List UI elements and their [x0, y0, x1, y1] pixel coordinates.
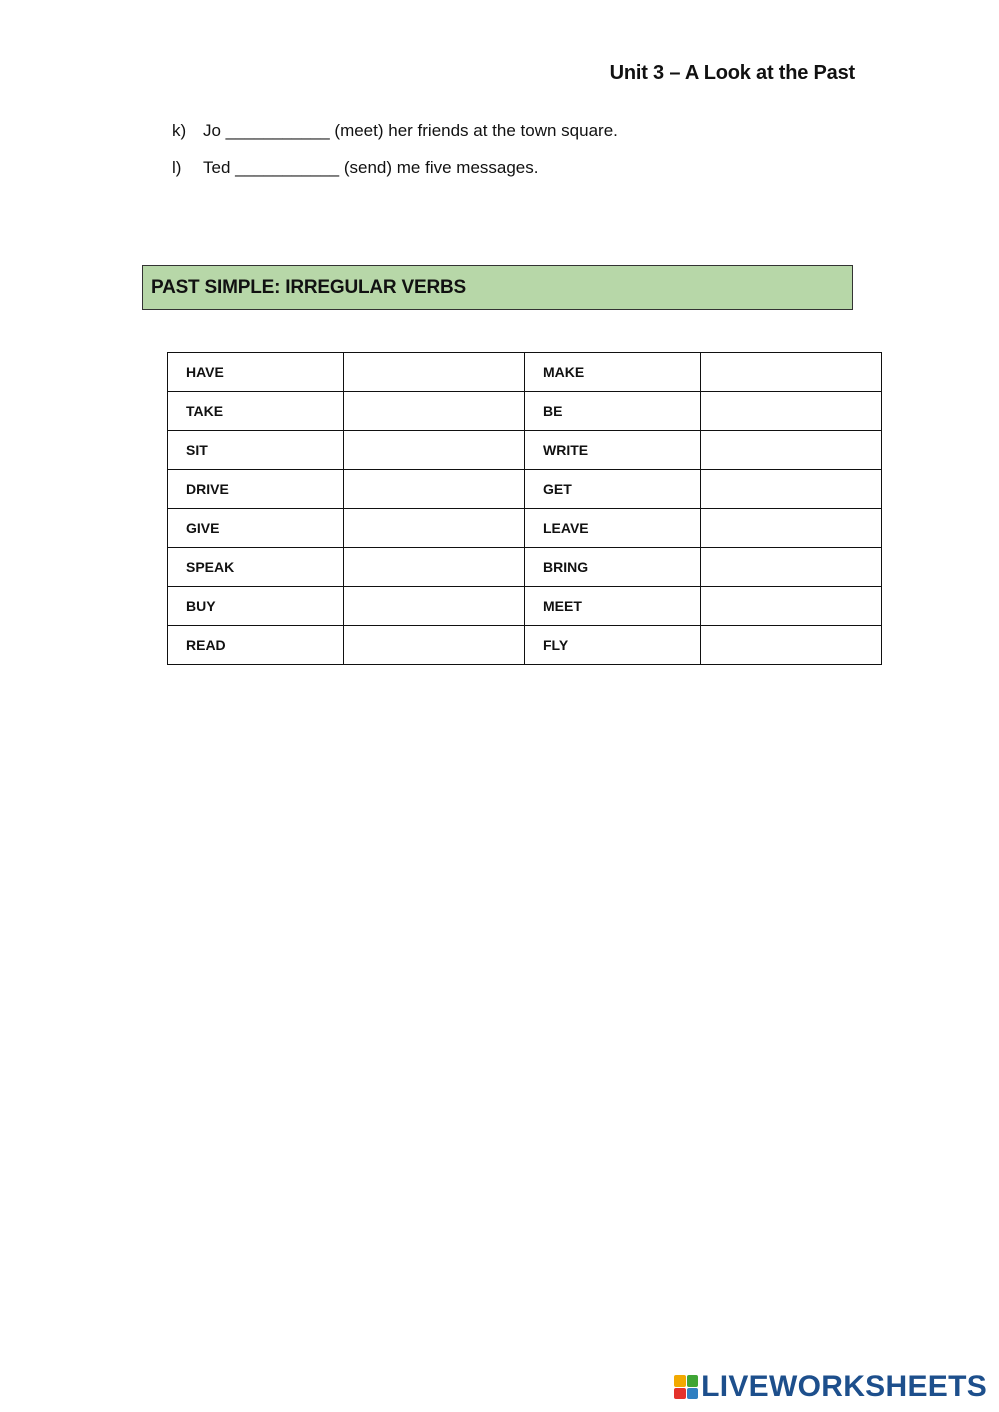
answer-cell[interactable]: [344, 509, 525, 548]
table-row: [168, 470, 882, 509]
answer-cell[interactable]: [701, 431, 882, 470]
section-header: [142, 265, 853, 310]
exercise-l: [172, 158, 538, 178]
verb-cell: GET: [525, 470, 701, 509]
verb-cell: BE: [525, 392, 701, 431]
verb-cell: DRIVE: [168, 470, 344, 509]
verb-cell: WRITE: [525, 431, 701, 470]
unit-title: Unit 3 – A Look at the Past: [609, 62, 855, 84]
exercise-marker: k): [172, 121, 187, 140]
verb-cell: MEET: [525, 587, 701, 626]
verb-cell: SPEAK: [168, 548, 344, 587]
answer-cell[interactable]: [701, 470, 882, 509]
table-row: [168, 431, 882, 470]
verb-cell: BRING: [525, 548, 701, 587]
verb-cell: LEAVE: [525, 509, 701, 548]
liveworksheets-logo: [674, 1370, 987, 1404]
answer-cell[interactable]: [344, 392, 525, 431]
answer-cell[interactable]: [344, 626, 525, 665]
logo-square: [687, 1375, 699, 1387]
verb-cell: BUY: [168, 587, 344, 626]
answer-cell[interactable]: [701, 548, 882, 587]
logo-square: [674, 1375, 686, 1387]
answer-cell[interactable]: [344, 353, 525, 392]
answer-cell[interactable]: [701, 509, 882, 548]
table-row: [168, 353, 882, 392]
verb-cell: READ: [168, 626, 344, 665]
table-row: [168, 392, 882, 431]
answer-cell[interactable]: [701, 587, 882, 626]
verb-cell: TAKE: [168, 392, 344, 431]
verb-cell: SIT: [168, 431, 344, 470]
logo-square: [674, 1388, 686, 1400]
verb-cell: HAVE: [168, 353, 344, 392]
answer-cell[interactable]: [701, 353, 882, 392]
answer-cell[interactable]: [701, 626, 882, 665]
exercise-k: [172, 121, 618, 141]
logo-text: LIVEWORKSHEETS: [701, 1370, 987, 1403]
answer-cell[interactable]: [344, 431, 525, 470]
liveworksheets-logo-icon: [674, 1375, 698, 1399]
exercise-text: Jo ___________ (meet) her friends at the town square.: [203, 121, 618, 140]
table-row: [168, 548, 882, 587]
table-row: [168, 587, 882, 626]
answer-cell[interactable]: [344, 548, 525, 587]
answer-cell[interactable]: [344, 587, 525, 626]
verb-cell: MAKE: [525, 353, 701, 392]
irregular-verbs-table: [167, 352, 882, 665]
section-title: PAST SIMPLE: IRREGULAR VERBS: [151, 276, 466, 298]
answer-cell[interactable]: [701, 392, 882, 431]
exercise-marker: l): [172, 158, 182, 177]
verb-cell: FLY: [525, 626, 701, 665]
table-row: [168, 626, 882, 665]
verb-cell: GIVE: [168, 509, 344, 548]
exercise-text: Ted ___________ (send) me five messages.: [203, 158, 539, 177]
answer-cell[interactable]: [344, 470, 525, 509]
logo-square: [687, 1388, 699, 1400]
table-row: [168, 509, 882, 548]
